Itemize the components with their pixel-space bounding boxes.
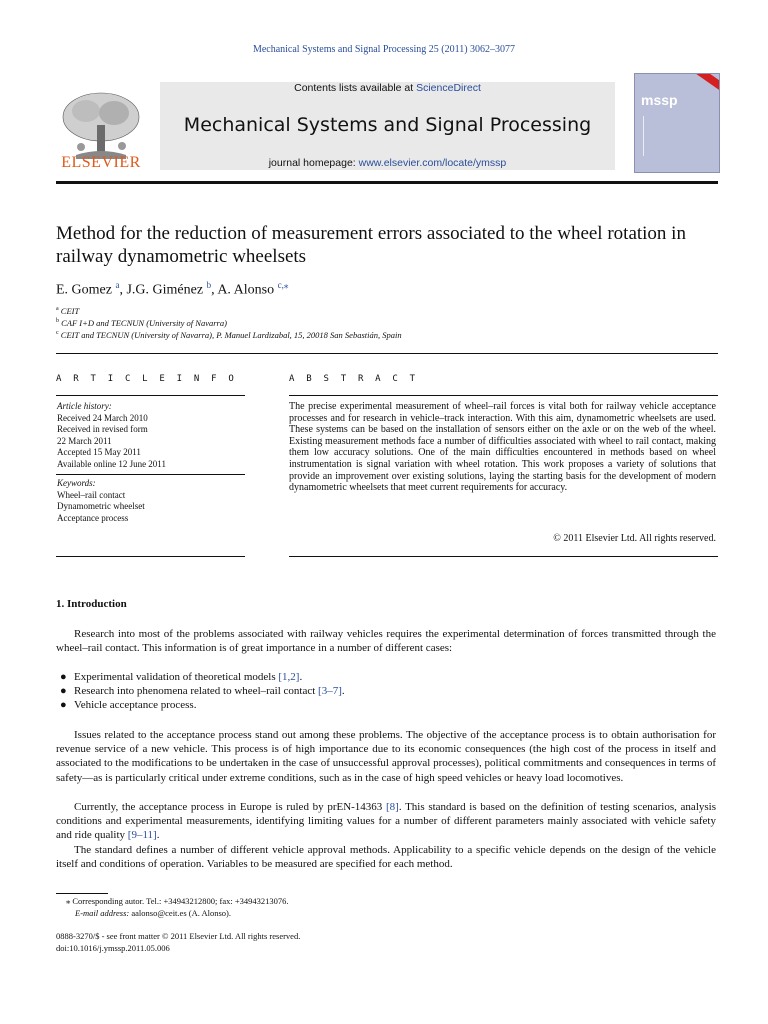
list-item (60, 698, 345, 712)
affiliation-b (56, 318, 227, 328)
affiliation-mark: b (56, 318, 59, 325)
author-name[interactable]: J.G. Giménez (126, 282, 204, 298)
history-item: Received 24 March 2010 (57, 412, 148, 423)
keywords-rule (56, 474, 245, 475)
journal-cover-thumbnail[interactable] (634, 73, 720, 173)
author-name[interactable]: E. Gomez (56, 282, 112, 298)
bullet-text: Research into phenomena related to wheel–rail contact (74, 685, 319, 698)
history-item: Available online 12 June 2011 (57, 458, 166, 469)
affiliation-text: CEIT and TECNUN (University of Navarra), P. Manuel Lardizabal, 15, 20018 San Sebastián, Spain (60, 330, 402, 340)
contents-prefix: Contents lists available at (294, 82, 417, 94)
email-address[interactable]: aalonso@ceit.es (A. Alonso). (129, 908, 232, 918)
author-affiliation-mark[interactable]: a (115, 280, 120, 290)
reference-link[interactable]: [3–7] (318, 685, 342, 698)
author-affiliation-mark[interactable]: c,⁎ (277, 280, 289, 290)
keywords-block (57, 478, 245, 524)
cover-ribbon (690, 73, 720, 93)
history-label: Article history: (57, 401, 112, 411)
keyword: Wheel–rail contact (57, 489, 126, 500)
history-item: Accepted 15 May 2011 (57, 447, 141, 457)
homepage-link[interactable]: www.elsevier.com/locate/ymssp (358, 157, 507, 169)
paragraph-3-text-c: . (156, 829, 160, 842)
cover-graphic (643, 116, 704, 156)
keyword: Acceptance process (57, 512, 129, 523)
email-note (75, 908, 231, 918)
paragraph-2: Issues related to the acceptance process stand out among these problems. The objective of the acceptance process is to obtain authorisation for revenue service of a new vehicle. This process is of high importance due to its economic consequences (the high cost of the process in itself and associated to the modifications to be undertaken in the case of unsuccessful approval processes), political commitments and consequences in terms of safety—as is particularly critical under extreme conditions, such as in the case of high speed vehicles or heavy load locomotives. (56, 729, 716, 784)
affiliation-text: CAF I+D and TECNUN (University of Navarra) (61, 318, 227, 328)
paragraph-4: The standard defines a number of different vehicle approval methods. Applicability to a specific vehicle depends on the design of the vehicle itself and conditions of operation. Variables to be measured are specified for each method. (56, 844, 716, 871)
sciencedirect-link[interactable]: ScienceDirect (416, 82, 481, 94)
article-title: Method for the reduction of measurement errors associated to the wheel rotation in railway dynamometric wheelsets (56, 223, 686, 267)
history-item: 22 March 2011 (57, 435, 112, 446)
bullet-list (60, 670, 345, 713)
section-heading-introduction: 1. Introduction (56, 598, 127, 610)
list-item (60, 684, 345, 698)
journal-title: Mechanical Systems and Signal Processing (183, 114, 592, 136)
affiliation-c (56, 330, 402, 340)
homepage-prefix: journal homepage: (268, 157, 359, 169)
bullet-icon: ● (60, 685, 67, 698)
corresponding-author-note: ⁎ Corresponding autor. Tel.: +34943212800; fax: +34943213076. (66, 896, 289, 906)
doi-line[interactable]: doi:10.1016/j.ymssp.2011.05.006 (56, 943, 170, 953)
cover-abbrev: mssp (641, 92, 678, 108)
article-history (57, 401, 245, 470)
author-list: E. Gomez $^a$, J.G. Giménez $^b$, A. Alonso $^{c,⁎}$ (56, 280, 289, 298)
bullet-text: Experimental validation of theoretical models (74, 671, 279, 683)
affiliation-mark: a (56, 306, 59, 313)
affiliation-mark: c (56, 330, 59, 337)
author-name[interactable]: A. Alonso (217, 282, 275, 298)
abstract-heading: A B S T R A C T (289, 374, 419, 384)
reference-link[interactable]: [1,2] (278, 671, 300, 683)
paragraph-3-text-a: Currently, the acceptance process in Europe is ruled by prEN-14363 (74, 801, 386, 813)
bullet-end: . (299, 671, 303, 683)
journal-citation[interactable]: Mechanical Systems and Signal Processing 25 (2011) 3062–3077 (252, 44, 516, 55)
section-divider (56, 353, 718, 354)
bullet-icon: ● (60, 699, 67, 712)
bullet-end: . (341, 685, 345, 698)
reference-link[interactable]: [8] (386, 801, 399, 813)
abstract-bottom-rule (289, 556, 718, 557)
header-rule (56, 181, 718, 184)
issn-line: 0888-3270/$ - see front matter © 2011 Elsevier Ltd. All rights reserved. (56, 931, 301, 941)
bullet-text: Vehicle acceptance process. (74, 699, 197, 712)
contents-line (160, 82, 615, 94)
paragraph-3 (56, 800, 716, 843)
list-item (60, 670, 345, 684)
journal-homepage (160, 157, 615, 169)
affiliation-a (56, 306, 79, 316)
article-info-heading: A R T I C L E I N F O (56, 374, 237, 384)
article-info-bottom-rule (56, 556, 245, 557)
elsevier-wordmark[interactable]: ELSEVIER (61, 154, 141, 171)
abstract-text: The precise experimental measurement of wheel–rail forces is vital both for railway vehicle acceptance processes and for research in vehicle–track interaction. With this aim, dynamometric wheelsets are used. These systems can be based on the installation of sensors either on the axle or on the web of the wheel. Existing measurement methods face a number of difficulties associated with wheel to rail contact, making them low accuracy solutions. One of the main difficulties encountered in methods based on wheel instrumentation is signal variation with wheel rotation. This work proposes a variety of solutions that provide an improvement over existing solutions, laying the starting basis for the development of modern dynamometric wheelsets that meet current requirements for accuracy. (289, 401, 716, 494)
bullet-icon: ● (60, 671, 67, 683)
email-label: E-mail address: (75, 908, 130, 918)
paragraph-3-text-b: . This standard is based on the definition of testing scenarios, analysis conditions and experimental measurements, identifying limiting values for a number of different parameters mainly associated with vehicle safety and ride quality (56, 801, 716, 842)
history-item: Received in revised form (57, 424, 148, 434)
keyword: Dynamometric wheelset (57, 501, 145, 511)
reference-link[interactable]: [9–11] (127, 829, 157, 842)
affiliation-text: CEIT (60, 306, 80, 316)
footnote-rule (56, 893, 108, 894)
abstract-rule (289, 395, 718, 396)
paragraph-1: Research into most of the problems associated with railway vehicles requires the experimental determination of forces transmitted through the wheel–rail contact. This information is of great importance in a number of different cases: (56, 628, 716, 655)
abstract-copyright: © 2011 Elsevier Ltd. All rights reserved. (553, 533, 716, 544)
article-info-rule (56, 395, 245, 396)
keywords-label: Keywords: (57, 478, 96, 488)
author-affiliation-mark[interactable]: b (206, 280, 212, 290)
